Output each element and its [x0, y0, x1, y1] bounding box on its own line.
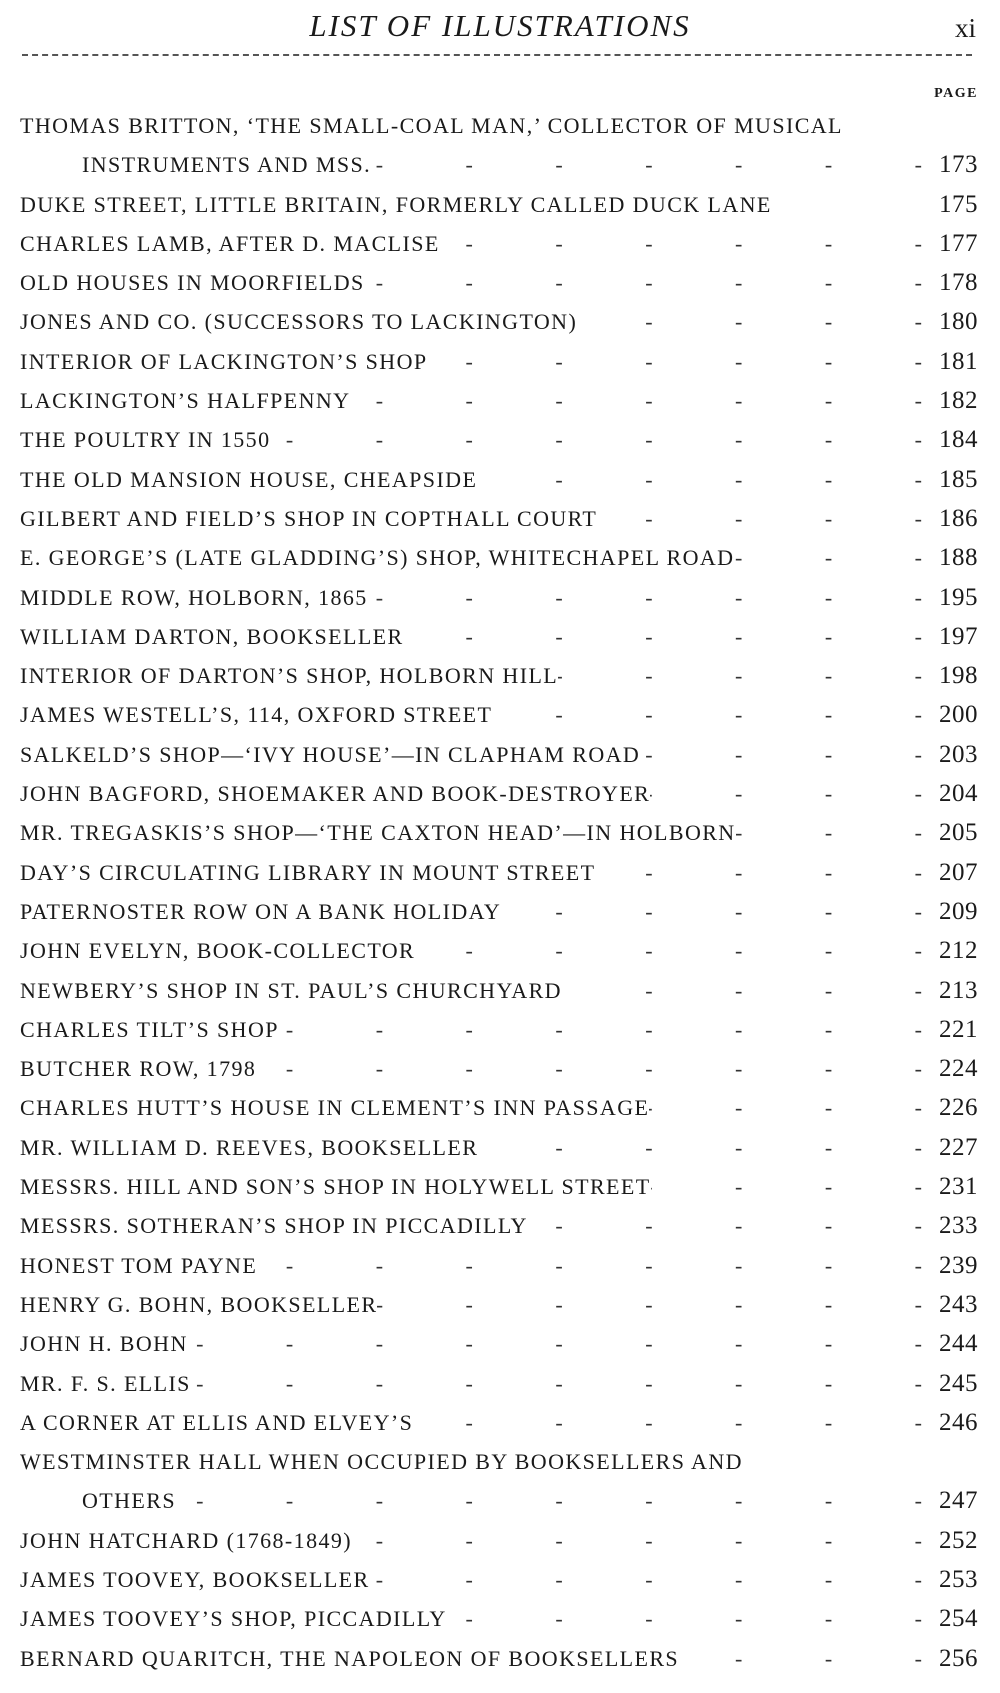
running-head — [0, 6, 1000, 46]
list-item — [20, 735, 978, 774]
illustration-page-number: 233 — [939, 1212, 978, 1240]
illustration-page-number: 253 — [939, 1565, 978, 1593]
list-item — [20, 1128, 978, 1167]
illustration-title: MR. F. S. ELLIS — [20, 1370, 191, 1396]
dot-leader — [501, 892, 930, 931]
illustration-title: JOHN H. BOHN — [20, 1331, 188, 1357]
list-item — [20, 1246, 978, 1285]
illustration-page-number: 231 — [939, 1173, 978, 1201]
illustration-page-number: 205 — [939, 819, 978, 847]
illustration-title: JOHN EVELYN, BOOK-COLLECTOR — [20, 938, 416, 964]
list-item — [20, 892, 978, 931]
dot-leader — [256, 1049, 930, 1088]
illustration-title: BERNARD QUARITCH, THE NAPOLEON OF BOOKSELLERS — [20, 1645, 680, 1671]
illustration-page-number: 185 — [939, 465, 978, 493]
illustration-page-number: 247 — [939, 1487, 978, 1515]
illustration-page-number: 212 — [939, 937, 978, 965]
dot-leader — [734, 538, 930, 577]
dot-leader — [404, 617, 930, 656]
illustration-page-number: 213 — [939, 976, 978, 1004]
illustration-page-number: 246 — [939, 1408, 978, 1436]
illustration-title: MESSRS. HILL AND SON’S SHOP IN HOLYWELL STREET — [20, 1174, 651, 1200]
list-item — [20, 185, 978, 224]
dot-leader — [478, 1128, 930, 1167]
illustration-title: GILBERT AND FIELD’S SHOP IN COPTHALL COURT — [20, 505, 598, 531]
illustration-page-number: 204 — [939, 780, 978, 808]
illustration-title: JAMES WESTELL’S, 114, OXFORD STREET — [20, 702, 493, 728]
list-item — [20, 381, 978, 420]
dot-leader — [736, 813, 930, 852]
illustration-title: NEWBERY’S SHOP IN ST. PAUL’S CHURCHYARD — [20, 977, 562, 1003]
illustration-title: WILLIAM DARTON, BOOKSELLER — [20, 623, 404, 649]
illustration-title: CHARLES HUTT’S HOUSE IN CLEMENT’S INN PASSAGE — [20, 1095, 650, 1121]
dot-leader — [597, 499, 930, 538]
illustration-title: LACKINGTON’S HALFPENNY — [20, 388, 351, 414]
illustration-title: THE POULTRY IN 1550 — [20, 427, 271, 453]
illustration-page-number: 221 — [939, 1015, 978, 1043]
dot-leader — [562, 971, 930, 1010]
illustration-title: MESSRS. SOTHERAN’S SHOP IN PICCADILLY — [20, 1213, 528, 1239]
illustration-title: JOHN HATCHARD (1768-1849) — [20, 1527, 352, 1553]
dot-leader — [595, 853, 930, 892]
illustration-title: INTERIOR OF DARTON’S SHOP, HOLBORN HILL — [20, 663, 559, 689]
list-item — [20, 1324, 978, 1363]
illustration-title: WESTMINSTER HALL WHEN OCCUPIED BY BOOKSELLERS AND — [20, 1449, 743, 1475]
illustration-title: JONES AND CO. (SUCCESSORS TO LACKINGTON) — [20, 309, 578, 335]
list-item — [20, 1285, 978, 1324]
illustration-title: MR. TREGASKIS’S SHOP—‘THE CAXTON HEAD’—IN HOLBORN — [20, 820, 736, 846]
illustration-page-number: 198 — [939, 662, 978, 690]
illustration-title: E. GEORGE’S (LATE GLADDING’S) SHOP, WHITECHAPEL ROAD — [20, 545, 735, 571]
illustration-page-number: 188 — [939, 544, 978, 572]
list-item — [20, 499, 978, 538]
illustration-title: OTHERS — [82, 1488, 176, 1514]
illustration-title: THE OLD MANSION HOUSE, CHEAPSIDE — [20, 466, 478, 492]
illustration-title: DUKE STREET, LITTLE BRITAIN, FORMERLY CALLED DUCK LANE — [20, 191, 772, 217]
illustration-title: MR. WILLIAM D. REEVES, BOOKSELLER — [20, 1134, 479, 1160]
list-item — [20, 1010, 978, 1049]
list-item — [20, 578, 978, 617]
dot-leader — [651, 1167, 930, 1206]
dot-leader — [176, 1481, 930, 1520]
list-item — [20, 617, 978, 656]
list-item — [20, 1442, 978, 1481]
dot-leader — [640, 735, 930, 774]
illustration-page-number: 182 — [939, 387, 978, 415]
illustration-page-number: 173 — [939, 151, 978, 179]
list-item — [20, 1481, 978, 1520]
list-item — [20, 1206, 978, 1245]
illustration-title: JAMES TOOVEY, BOOKSELLER — [20, 1566, 370, 1592]
illustration-page-number: 200 — [939, 701, 978, 729]
illustration-page-number: 197 — [939, 622, 978, 650]
dot-leader — [428, 342, 931, 381]
illustration-page-number: 178 — [939, 269, 978, 297]
illustration-page-number: 244 — [939, 1330, 978, 1358]
illustration-page-number: 184 — [939, 426, 978, 454]
list-item — [20, 1364, 978, 1403]
dot-leader — [188, 1324, 930, 1363]
illustration-page-number: 181 — [939, 347, 978, 375]
illustration-title: OLD HOUSES IN MOORFIELDS — [20, 270, 365, 296]
illustration-title: HONEST TOM PAYNE — [20, 1252, 258, 1278]
illustration-page-number: 186 — [939, 504, 978, 532]
illustration-page-number: 252 — [939, 1526, 978, 1554]
illustration-title: THOMAS BRITTON, ‘THE SMALL-COAL MAN,’ COLLECTOR OF MUSICAL — [20, 113, 843, 138]
dot-leader — [440, 224, 930, 263]
illustration-page-number: 175 — [939, 190, 978, 218]
illustration-title: HENRY G. BOHN, BOOKSELLER — [20, 1291, 378, 1317]
illustration-page-number: 180 — [939, 308, 978, 336]
dot-leader — [492, 695, 930, 734]
list-item — [20, 656, 978, 695]
list-item — [20, 931, 978, 970]
list-item — [20, 302, 978, 341]
dot-leader — [447, 1599, 930, 1638]
dot-leader — [365, 263, 930, 302]
list-item — [20, 420, 978, 459]
dot-leader — [477, 460, 930, 499]
list-item — [20, 342, 978, 381]
list-item — [20, 1521, 978, 1560]
list-item — [20, 1599, 978, 1638]
dot-leader — [415, 931, 930, 970]
dot-leader — [370, 1560, 930, 1599]
dot-leader — [577, 302, 930, 341]
dot-leader — [350, 381, 930, 420]
illustration-page-number: 224 — [939, 1055, 978, 1083]
list-item — [20, 106, 978, 145]
illustration-title: JOHN BAGFORD, SHOEMAKER AND BOOK-DESTROYER — [20, 781, 651, 807]
header-rule — [22, 54, 972, 56]
list-item — [20, 460, 978, 499]
illustration-title: JAMES TOOVEY’S SHOP, PICCADILLY — [20, 1606, 447, 1632]
dot-leader — [371, 145, 930, 184]
dot-leader — [270, 420, 930, 459]
list-item — [20, 813, 978, 852]
illustration-title: INTERIOR OF LACKINGTON’S SHOP — [20, 348, 428, 374]
illustration-title: BUTCHER ROW, 1798 — [20, 1056, 257, 1082]
illustration-page-number: 243 — [939, 1290, 978, 1318]
illustration-title: CHARLES LAMB, AFTER D. MACLISE — [20, 230, 440, 256]
illustration-title: CHARLES TILT’S SHOP — [20, 1016, 279, 1042]
illustration-page-number: 256 — [939, 1644, 978, 1672]
dot-leader — [679, 1639, 930, 1678]
dot-leader — [528, 1206, 930, 1245]
illustration-list — [20, 106, 978, 1678]
page-column-label: PAGE — [934, 86, 978, 101]
list-item — [20, 224, 978, 263]
illustration-title: A CORNER AT ELLIS AND ELVEY’S — [20, 1409, 414, 1435]
list-item — [20, 971, 978, 1010]
illustration-page-number: 239 — [939, 1251, 978, 1279]
dot-leader — [191, 1364, 930, 1403]
illustration-page-number: 177 — [939, 229, 978, 257]
illustration-title: PATERNOSTER ROW ON A BANK HOLIDAY — [20, 898, 502, 924]
illustration-page-number: 203 — [939, 740, 978, 768]
page-number: xi — [954, 13, 976, 43]
dot-leader — [650, 774, 930, 813]
list-item — [20, 145, 978, 184]
dot-leader — [279, 1010, 930, 1049]
illustration-page-number: 245 — [939, 1369, 978, 1397]
dot-leader — [377, 1285, 930, 1324]
illustration-title: INSTRUMENTS AND MSS. — [82, 152, 371, 178]
list-item — [20, 1088, 978, 1127]
list-item — [20, 853, 978, 892]
illustration-page-number: 226 — [939, 1094, 978, 1122]
list-item — [20, 1049, 978, 1088]
illustration-page-number: 195 — [939, 583, 978, 611]
list-item — [20, 695, 978, 734]
list-item — [20, 1167, 978, 1206]
illustration-title: SALKELD’S SHOP—‘IVY HOUSE’—IN CLAPHAM ROAD — [20, 741, 641, 767]
dot-leader — [352, 1521, 930, 1560]
list-item — [20, 1560, 978, 1599]
dot-leader — [649, 1088, 930, 1127]
illustration-title: MIDDLE ROW, HOLBORN, 1865 — [20, 584, 368, 610]
illustration-page-number: 254 — [939, 1605, 978, 1633]
list-item — [20, 1639, 978, 1678]
list-item — [20, 1403, 978, 1442]
list-item — [20, 774, 978, 813]
dot-leader — [413, 1403, 930, 1442]
list-item — [20, 538, 978, 577]
list-item — [20, 263, 978, 302]
illustration-title: DAY’S CIRCULATING LIBRARY IN MOUNT STREET — [20, 859, 596, 885]
page-title: LIST OF ILLUSTRATIONS — [309, 8, 691, 43]
illustration-page-number: 227 — [939, 1133, 978, 1161]
illustration-page-number: 207 — [939, 858, 978, 886]
dot-leader — [558, 656, 930, 695]
dot-leader — [368, 578, 930, 617]
dot-leader — [257, 1246, 930, 1285]
illustration-page-number: 209 — [939, 897, 978, 925]
